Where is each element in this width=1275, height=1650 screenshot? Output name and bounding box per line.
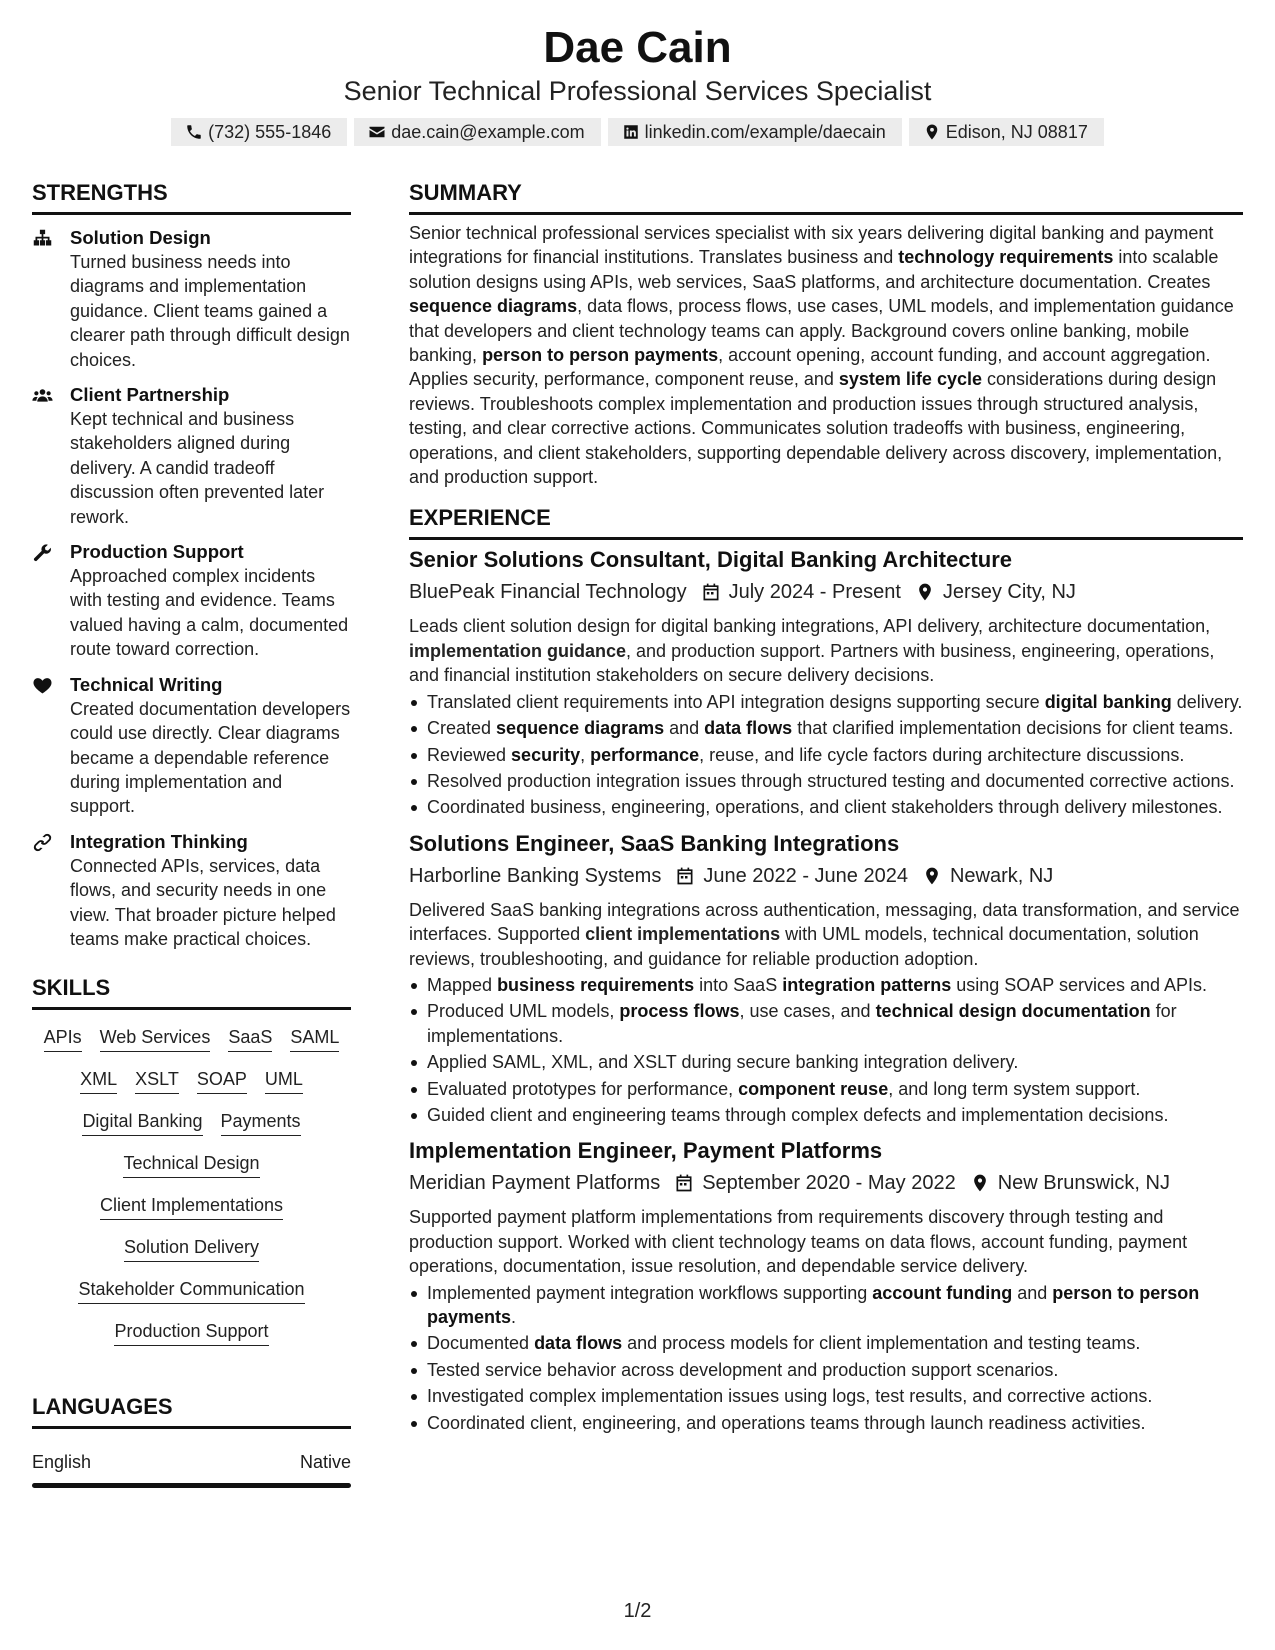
summary-heading: SUMMARY	[409, 180, 1243, 215]
skill-tag: Payments	[221, 1110, 301, 1136]
language-row	[32, 1451, 351, 1473]
skill-tag: Production Support	[114, 1320, 268, 1346]
skills-list	[32, 1026, 351, 1346]
job-dates: September 2020 - May 2022	[702, 1172, 956, 1195]
summary-text: Senior technical professional services specialist with six years delivering digital banking and payment integrations for financial institutions. Translates business and technology requirements into scalable solution designs using APIs, web services, SaaS platforms, and architecture documentation. Creates sequence diagrams, data flows, process flows, use cases, UML models, and implementation guidance that developers and client technology teams can apply. Background covers online banking, mobile banking, person to person payments, account opening, account funding, and account aggregation. Applies security, performance, component reuse, and system life cycle considerations during design reviews. Troubleshoots complex implementation and production issues through structured analysis, testing, and clear corrective actions. Communicates solution tradeoffs with business, engineering, operations, and client stakeholders, supporting dependable delivery across discovery, implementation, and production support.	[409, 223, 1234, 488]
resume-header	[0, 0, 1275, 146]
skill-tag: APIs	[44, 1026, 82, 1052]
right-column	[409, 180, 1243, 1435]
skill-tag: SAML	[290, 1026, 339, 1052]
contact-phone[interactable]	[171, 118, 347, 146]
job-company: Harborline Banking Systems	[409, 864, 662, 887]
job-bullet: Reviewed security, performance, reuse, and life cycle factors during architecture discussions.	[409, 743, 1243, 767]
skill-tag: UML	[265, 1068, 303, 1094]
strength-item	[32, 383, 351, 529]
left-column	[32, 180, 351, 1488]
map-pin-icon	[923, 123, 941, 141]
page-number: 1/2	[623, 1600, 652, 1622]
strength-title: Technical Writing	[70, 673, 223, 695]
job-bullets	[409, 973, 1243, 1127]
strength-item	[32, 673, 351, 819]
strength-title: Integration Thinking	[70, 830, 248, 852]
sitemap-icon	[32, 228, 53, 249]
contact-email[interactable]	[354, 118, 600, 146]
job-title: Solutions Engineer, SaaS Banking Integrations	[409, 830, 900, 856]
job-description: Delivered SaaS banking integrations across authentication, messaging, data transformation, and service interfaces. Supported client implementations with UML models, technical documentation, solution reviews, troubleshooting, and guidance for reliable production adoption.	[409, 899, 1240, 969]
phone-icon	[185, 123, 203, 141]
language-proficiency-bar	[32, 1483, 351, 1488]
job-bullet: Evaluated prototypes for performance, component reuse, and long term system support.	[409, 1077, 1243, 1101]
users-icon	[32, 385, 53, 406]
skill-tag: Technical Design	[123, 1152, 259, 1178]
strength-item	[32, 830, 351, 952]
job-bullet: Tested service behavior across development and production support scenarios.	[409, 1358, 1243, 1382]
skill-tag: SOAP	[197, 1068, 247, 1094]
job-meta	[409, 579, 1243, 605]
skill-tag: Digital Banking	[82, 1110, 202, 1136]
job-entry	[409, 546, 1243, 819]
job-bullet: Guided client and engineering teams through complex defects and implementation decisions.	[409, 1103, 1243, 1127]
job-bullet: Coordinated business, engineering, operations, and client stakeholders through delivery milestones.	[409, 795, 1243, 819]
contact-linkedin[interactable]	[608, 118, 902, 146]
strength-title: Client Partnership	[70, 384, 230, 406]
job-location: Jersey City, NJ	[942, 581, 1076, 604]
job-bullet: Coordinated client, engineering, and operations teams through launch readiness activities.	[409, 1411, 1243, 1435]
languages-heading: LANGUAGES	[32, 1394, 351, 1429]
skill-tag: XML	[80, 1068, 117, 1094]
linkedin-text: linkedin.com/example/daecain	[644, 121, 886, 142]
map-pin-icon	[915, 582, 935, 602]
calendar-icon	[675, 866, 695, 886]
job-description: Leads client solution design for digital banking integrations, API delivery, architecture documentation, implementation guidance, and production support. Partners with business, engineering, operations, and financial institution stakeholders on secure delivery decisions.	[409, 616, 1215, 686]
job-company: BluePeak Financial Technology	[409, 581, 687, 604]
location-text: Edison, NJ 08817	[945, 121, 1088, 142]
contact-bar	[0, 118, 1275, 146]
job-meta	[409, 1170, 1243, 1196]
job-entry	[409, 1137, 1243, 1435]
job-location: New Brunswick, NJ	[997, 1172, 1170, 1195]
job-title: Implementation Engineer, Payment Platforms	[409, 1138, 883, 1164]
job-dates: July 2024 - Present	[728, 581, 901, 604]
skill-tag: Solution Delivery	[124, 1236, 259, 1262]
job-bullet: Created sequence diagrams and data flows that clarified implementation decisions for client teams.	[409, 716, 1243, 740]
email-text: dae.cain@example.com	[391, 121, 585, 142]
job-bullet: Applied SAML, XML, and XSLT during secure banking integration delivery.	[409, 1050, 1243, 1074]
job-dates: June 2022 - June 2024	[703, 864, 908, 887]
map-pin-icon	[970, 1173, 990, 1193]
job-bullet: Resolved production integration issues through structured testing and documented corrective actions.	[409, 769, 1243, 793]
job-meta	[409, 863, 1243, 889]
envelope-icon	[368, 123, 386, 141]
strength-text: Approached complex incidents with testing and evidence. Teams valued having a calm, documented route toward correction.	[70, 566, 349, 660]
skills-heading: SKILLS	[32, 975, 351, 1010]
strength-title: Production Support	[70, 541, 244, 563]
heart-icon	[32, 675, 53, 696]
job-bullet: Mapped business requirements into SaaS integration patterns using SOAP services and APIs.	[409, 973, 1243, 997]
job-bullet: Implemented payment integration workflows supporting account funding and person to person payments.	[409, 1281, 1243, 1330]
language-name: English	[32, 1452, 92, 1473]
skill-tag: Stakeholder Communication	[78, 1278, 304, 1304]
job-bullet: Translated client requirements into API integration designs supporting secure digital banking delivery.	[409, 690, 1243, 714]
strength-item	[32, 226, 351, 372]
job-title: Senior Solutions Consultant, Digital Banking Architecture	[409, 547, 1013, 573]
job-bullet: Documented data flows and process models for client implementation and testing teams.	[409, 1331, 1243, 1355]
calendar-icon	[701, 582, 721, 602]
map-pin-icon	[922, 866, 942, 886]
job-bullet: Produced UML models, process flows, use cases, and technical design documentation for implementations.	[409, 999, 1243, 1048]
language-level: Native	[299, 1452, 351, 1473]
candidate-title: Senior Technical Professional Services Specialist	[343, 76, 932, 106]
job-location: Newark, NJ	[949, 864, 1054, 887]
strength-text: Created documentation developers could use directly. Clear diagrams became a dependable reference during implementation and support.	[70, 698, 351, 817]
strength-text: Connected APIs, services, data flows, and security needs in one view. That broader picture helped teams make practical choices.	[70, 855, 336, 949]
skill-tag: SaaS	[228, 1026, 272, 1052]
phone-text: (732) 555-1846	[208, 121, 332, 142]
strength-item	[32, 540, 351, 662]
job-bullets	[409, 690, 1243, 820]
job-entry	[409, 830, 1243, 1128]
link-icon	[32, 832, 53, 853]
calendar-icon	[674, 1173, 694, 1193]
strengths-heading: STRENGTHS	[32, 180, 351, 215]
skill-tag: Client Implementations	[100, 1194, 283, 1220]
skill-tag: Web Services	[100, 1026, 211, 1052]
linkedin-icon	[622, 123, 640, 141]
job-description: Supported payment platform implementations from requirements discovery through testing and production support. Worked with client technology teams on data flows, account funding, payment operations, documentation, issue resolution, and dependable service delivery.	[409, 1207, 1188, 1277]
experience-heading: EXPERIENCE	[409, 505, 1243, 540]
contact-location[interactable]	[909, 118, 1104, 146]
wrench-icon	[32, 542, 53, 563]
job-bullets	[409, 1281, 1243, 1435]
strength-title: Solution Design	[70, 227, 211, 248]
strength-text: Turned business needs into diagrams and implementation guidance. Client teams gained a clearer path through difficult design choices.	[70, 252, 350, 370]
strength-text: Kept technical and business stakeholders aligned during delivery. A candid tradeoff discussion often prevented later rework.	[70, 409, 325, 527]
skill-tag: XSLT	[135, 1068, 179, 1094]
candidate-name: Dae Cain	[543, 23, 732, 72]
job-company: Meridian Payment Platforms	[409, 1172, 661, 1195]
job-bullet: Investigated complex implementation issues using logs, test results, and corrective actions.	[409, 1384, 1243, 1408]
